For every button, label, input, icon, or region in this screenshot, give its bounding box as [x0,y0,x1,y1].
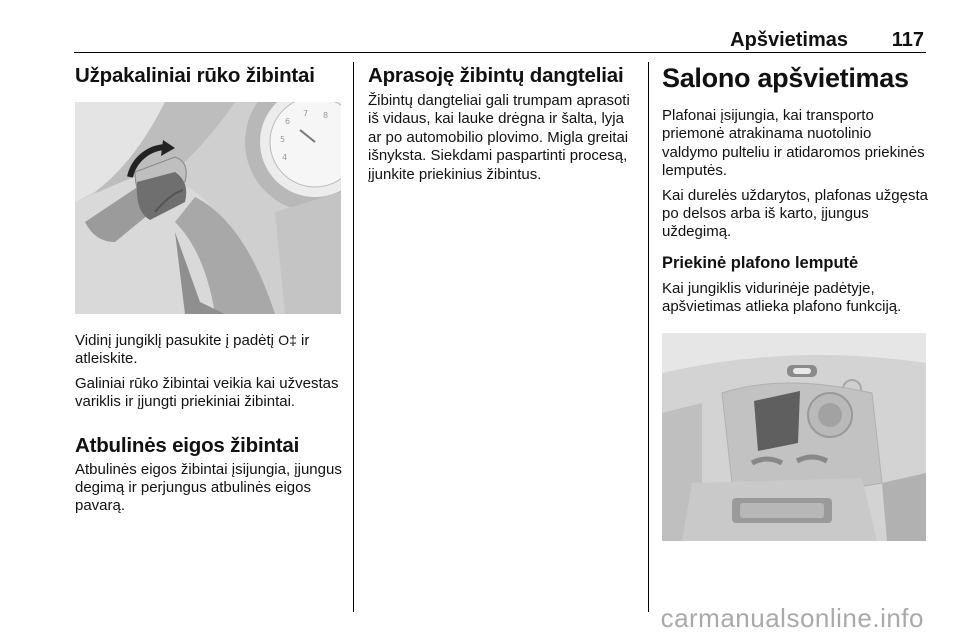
courtesy-light-illustration-icon [662,333,926,541]
col3-paragraph-1: Plafonai įsijungia, kai transporto priemonė atrakinama nuotolinio valdymo pulteliu ir atidaromos priekinės lemputės. [662,107,925,180]
page-number: 117 [891,29,924,51]
col2-paragraph-1: Žibintų dangteliai gali trumpam aprasoti iš vidaus, kai lauke drėgna ir šalta, lyja ar po automobilio plovimo. Migla greitai išnyksta. Siekdami paspartinti procesą, įjunkite priekinius žibintus. [368,92,630,183]
svg-text:5: 5 [280,135,286,144]
column-interior-lighting [662,60,928,541]
col1-p1-after: ir atleiskite. [75,332,310,368]
column-divider-2 [648,62,649,612]
col3-paragraph-3: Kai jungiklis vidurinėje padėtyje, apšvietimas atlieka plafono funkciją. [662,279,902,316]
column-divider-1 [353,62,354,612]
svg-text:8: 8 [323,111,329,120]
column-misted-covers [368,60,638,184]
heading-misted-light-covers: Aprasoję žibintų dangteliai [368,64,624,87]
col3-paragraph-2: Kai durelės uždarytos, plafonas užgęsta po delsos arba iš karto, įjungus uždegimą. [662,186,928,241]
headlight-switch-illustration-icon [75,102,341,314]
watermark: carmanualsonline.info [660,603,924,633]
page-header [74,26,926,53]
heading-rear-fog-lights: Užpakaliniai rūko žibintai [75,64,315,87]
heading-interior-lighting: Salono apšvietimas [662,63,909,93]
col1-paragraph-3: Atbulinės eigos žibintai įsijungia, įjungus degimą ir perjungus atbulinės eigos pavarą. [75,460,342,515]
col1-p1-before: Vidinį jungiklį pasukite į padėtį [75,332,275,349]
subheading-front-courtesy-light: Priekinė plafono lemputė [662,253,859,272]
col1-paragraph-2: Galiniai rūko žibintai veikia kai užvestas variklis ir įjungti priekiniai žibintai. [75,374,339,411]
col1-paragraph-1 [75,331,343,369]
svg-text:7: 7 [303,109,309,118]
svg-text:4: 4 [282,153,288,162]
rear-fog-light-icon: O‡ [278,332,297,348]
heading-reversing-lights: Atbulinės eigos žibintai [75,433,300,457]
page-section-title: Apšvietimas [730,29,848,51]
column-rear-fog [75,60,343,516]
svg-text:6: 6 [285,117,291,126]
